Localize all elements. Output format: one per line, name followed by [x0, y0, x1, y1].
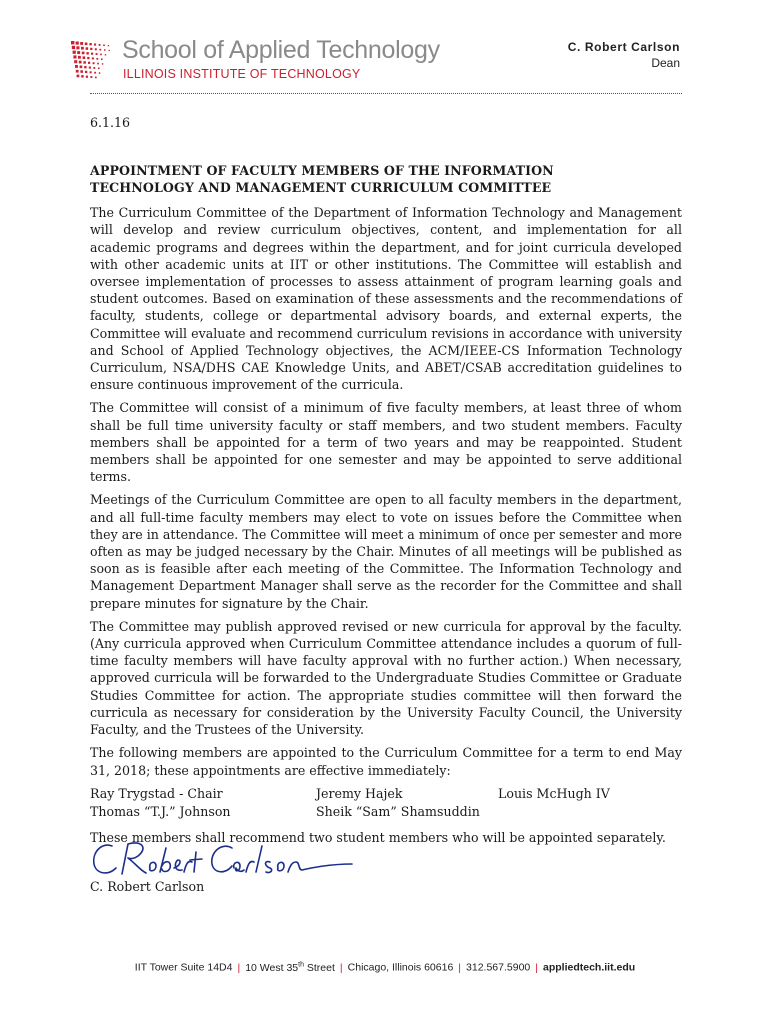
footer-phone: 312.567.5900	[466, 961, 531, 974]
footer-separator: |	[458, 961, 462, 974]
logo-dot	[90, 71, 92, 73]
logo-dot	[90, 76, 92, 78]
footer-street: 10 West 35th Street	[245, 961, 335, 974]
logo-dot	[87, 57, 89, 59]
logo-dot	[94, 72, 96, 74]
memo-date: 6.1.16	[90, 115, 131, 130]
logo-dot	[96, 53, 98, 55]
logo-dot	[73, 51, 76, 54]
logo-dot	[78, 56, 81, 59]
dean-block	[568, 40, 680, 70]
dean-name: C. Robert Carlson	[567, 40, 680, 54]
logo-dot	[104, 49, 105, 50]
member-name: Ray Trygstad - Chair	[90, 785, 223, 801]
heading-line: APPOINTMENT OF FACULTY MEMBERS OF THE INFORMATION	[90, 163, 554, 179]
logo-dot	[80, 42, 83, 45]
logo-dot	[94, 44, 96, 46]
logo-dot	[108, 45, 109, 46]
school-name: School of Applied Technology	[122, 36, 440, 64]
logo-dot	[80, 66, 83, 69]
logo-dot	[98, 68, 100, 70]
member-name: Louis McHugh IV	[498, 785, 610, 801]
paragraph-approval: The Committee may publish approved revised or new curricula for approval by the faculty. (Any curricula approved when Curriculum Committee attendance includes a quorum of full-time faculty members will have faculty approval with no further action.) When necessary, approved curricula will be forwarded to the Undergraduate Studies Committee or Graduate Studies Committee for action. The appropriate studies committee will then forward the curricula as necessary for consideration by the University Faculty Council, the University Faculty, and the Trustees of the University.	[90, 618, 682, 738]
logo-dot	[83, 56, 86, 59]
logo-dot	[76, 46, 79, 49]
logo-dot	[77, 51, 80, 54]
iit-logo-icon	[68, 38, 112, 80]
logo-dot	[99, 44, 101, 46]
dean-title: Dean	[651, 56, 680, 70]
logo-dot	[85, 43, 88, 46]
header-divider	[90, 93, 682, 94]
footer-separator: |	[237, 961, 241, 974]
member-name: Thomas “T.J.” Johnson	[90, 803, 231, 819]
logo-dot	[75, 65, 78, 68]
logo-dot	[85, 71, 87, 73]
paragraph-purpose: The Curriculum Committee of the Department of Information Technology and Management will develop and review curriculum objectives, content, and implementation for all academic programs and degrees within the department, and for joint curricula developed with other academic units at IIT or other institutions. The Committee will establish and oversee implementation of processes to assess attainment of program learning goals and student outcomes. Based on examination of these assessments and the recommendations of faculty, students, college or departmental advisory boards, and external experts, the Committee will evaluate and recommend curriculum revisions in accordance with university and School of Applied Technology objectives, the ACM/IEEE-CS Information Technology Curriculum, NSA/DHS CAE Knowledge Units, and ABET/CSAB accreditation guidelines to ensure continuous improvement of the curricula.	[90, 205, 682, 393]
logo-dot	[81, 75, 83, 77]
logo-dot	[84, 66, 86, 68]
logo-dot	[79, 61, 82, 64]
logo-dot	[103, 45, 105, 47]
logo-dot	[83, 61, 85, 63]
signer-name: C. Robert Carlson	[90, 879, 205, 894]
logo-dot	[74, 60, 77, 63]
logo-dot	[72, 46, 75, 49]
letterhead-footer	[0, 961, 770, 974]
footer-website-link[interactable]: appliedtech.iit.edu	[543, 961, 636, 974]
logo-dot	[76, 70, 79, 73]
logo-dot	[86, 76, 88, 78]
logo-dot	[73, 55, 76, 58]
logo-dot	[76, 42, 79, 45]
logo-dot	[102, 63, 103, 64]
logo-dot	[89, 67, 91, 69]
memo-heading	[90, 162, 682, 196]
logo-dot	[91, 53, 93, 55]
logo-dot	[97, 63, 99, 65]
logo-dot	[86, 47, 89, 50]
handwritten-signature	[90, 838, 360, 880]
logo-dot	[92, 57, 94, 59]
member-name: Sheik “Sam” Shamsuddin	[316, 803, 480, 819]
logo-dot	[88, 62, 90, 64]
member-name: Jeremy Hajek	[316, 785, 403, 801]
logo-dot	[90, 48, 92, 50]
logo-dot	[99, 49, 101, 51]
logo-dot	[81, 47, 84, 50]
logo-dot	[99, 72, 101, 74]
paragraph-meetings: Meetings of the Curriculum Committee are open to all faculty members in the department, and all full-time faculty members may elect to vote on issues before the Committee when they are in attendance. The Committee will meet a minimum of once per semester and more often as may be judged necessary by the Chair. Minutes of all meetings will be published as soon as is feasible after each meeting of the Committee. The Information Technology and Management Department Manager shall serve as the recorder for the Committee and shall prepare minutes for signature by the Chair.	[90, 492, 682, 611]
logo-dot	[80, 70, 83, 73]
institute-name: ILLINOIS INSTITUTE OF TECHNOLOGY	[123, 67, 361, 81]
paragraph-appointment: The following members are appointed to the Curriculum Committee for a term to end May 31, 2018; these appointments are effective immediately:	[90, 745, 682, 778]
logo-dot	[93, 67, 95, 69]
heading-line: TECHNOLOGY AND MANAGEMENT CURRICULUM COMMITTEE	[90, 180, 552, 196]
logo-dot	[71, 41, 74, 44]
footer-address: IIT Tower Suite 14D4	[134, 961, 233, 974]
memo-body	[90, 114, 682, 846]
logo-dot	[86, 52, 88, 54]
logo-dot	[109, 50, 110, 51]
logo-dot	[95, 48, 97, 50]
logo-dot	[89, 43, 91, 45]
logo-dot	[93, 62, 95, 64]
footer-separator: |	[535, 961, 538, 974]
footer-separator: |	[339, 961, 343, 974]
logo-dot	[77, 75, 80, 78]
logo-dot	[100, 54, 102, 56]
logo-dot	[101, 58, 103, 60]
paragraph-composition: The Committee will consist of a minimum of five faculty members, at least three of whom shall be full time university faculty or staff members, and two student members. Faculty members shall be appointed for a term of two years and may be reappointed. Student members shall be appointed for one semester and may be appointed to serve additional terms.	[90, 400, 682, 485]
logo-dot	[82, 52, 85, 55]
footer-city: Chicago, Illinois 60616	[347, 961, 454, 974]
logo-dot	[105, 54, 106, 55]
logo-dot	[96, 58, 98, 60]
closing-line: These members shall recommend two student members who will be appointed separately.	[90, 829, 666, 845]
logo-dot	[95, 77, 97, 79]
member-list	[90, 785, 682, 821]
